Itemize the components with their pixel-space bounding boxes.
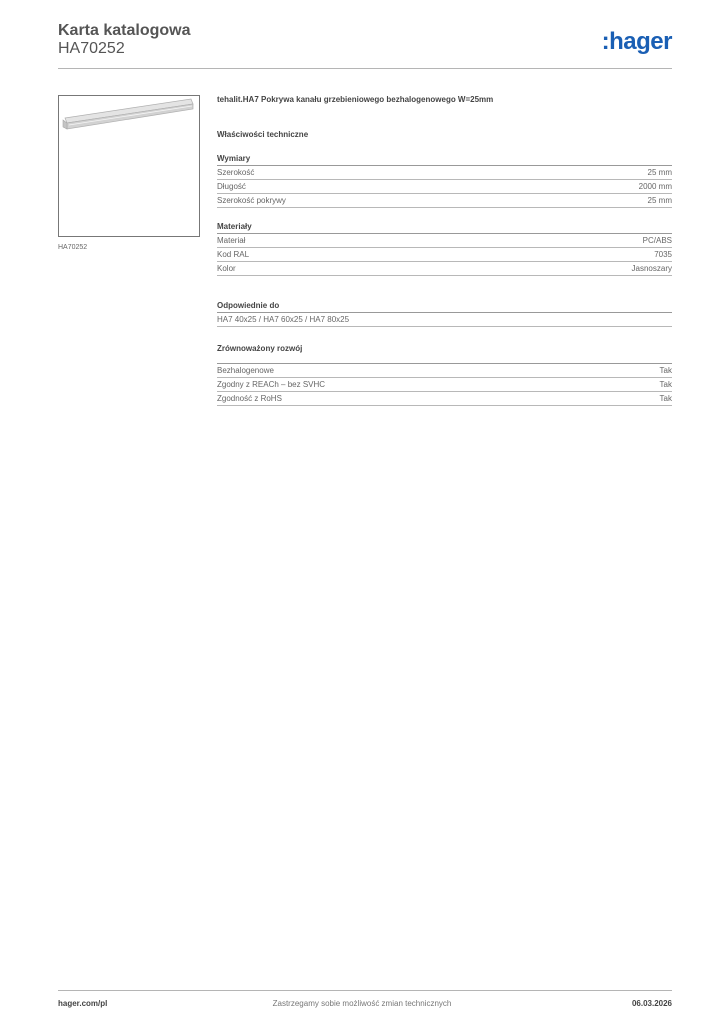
sustainability-group bbox=[217, 343, 672, 406]
row-value: 2000 mm bbox=[638, 182, 672, 191]
table-row bbox=[217, 262, 672, 276]
table-row bbox=[217, 392, 672, 406]
product-title: tehalit.HA7 Pokrywa kanału grzebieniowego bezhalogenowego W=25mm bbox=[217, 95, 494, 104]
product-code: HA70252 bbox=[58, 40, 125, 57]
dimensions-title: Wymiary bbox=[217, 153, 672, 166]
row-label: Zgodny z REACh – bez SVHC bbox=[217, 380, 326, 389]
row-label: Materiał bbox=[217, 236, 246, 245]
dimensions-group bbox=[217, 153, 672, 208]
table-row bbox=[217, 234, 672, 248]
row-label: Kod RAL bbox=[217, 250, 250, 259]
table-row bbox=[217, 313, 672, 327]
footer-disclaimer: Zastrzegamy sobie możliwość zmian technicznych bbox=[272, 999, 452, 1008]
row-label: Długość bbox=[217, 182, 246, 191]
table-row bbox=[217, 180, 672, 194]
row-value: 25 mm bbox=[647, 196, 672, 205]
suitable-for-group bbox=[217, 300, 672, 327]
row-label: Zgodność z RoHS bbox=[217, 394, 282, 403]
row-label: Kolor bbox=[217, 264, 236, 273]
footer-date: 06.03.2026 bbox=[631, 999, 672, 1008]
table-row bbox=[217, 363, 672, 378]
footer-divider bbox=[58, 990, 672, 991]
table-row bbox=[217, 194, 672, 208]
row-label: HA7 40x25 / HA7 60x25 / HA7 80x25 bbox=[217, 315, 350, 324]
table-row bbox=[217, 378, 672, 392]
row-label: Szerokość pokrywy bbox=[217, 196, 286, 205]
materials-title: Materiały bbox=[217, 221, 672, 234]
page-header bbox=[58, 20, 672, 68]
row-value: Jasnoszary bbox=[631, 264, 672, 273]
row-value: Tak bbox=[659, 394, 672, 403]
row-label: Szerokość bbox=[217, 168, 255, 177]
materials-group bbox=[217, 221, 672, 276]
row-value: Tak bbox=[659, 366, 672, 375]
product-details bbox=[217, 95, 672, 419]
suitable-for-title: Odpowiednie do bbox=[217, 300, 672, 313]
row-value: 7035 bbox=[654, 250, 672, 259]
table-row bbox=[217, 248, 672, 262]
row-value: PC/ABS bbox=[642, 236, 672, 245]
row-value: Tak bbox=[659, 380, 672, 389]
website-link[interactable]: hager.com/pl bbox=[58, 999, 108, 1008]
hager-logo[interactable]: :hager bbox=[601, 28, 672, 55]
header-divider bbox=[58, 68, 672, 69]
row-value: 25 mm bbox=[647, 168, 672, 177]
product-picture-icon bbox=[59, 96, 199, 236]
row-label: Bezhalogenowe bbox=[217, 366, 274, 375]
sustainability-title: Zrównoważony rozwój bbox=[217, 344, 303, 353]
cable-duct-cover-image bbox=[58, 95, 200, 237]
document-title: Karta katalogowa bbox=[58, 22, 191, 39]
technical-properties-title: Właściwości techniczne bbox=[217, 130, 309, 139]
table-row bbox=[217, 166, 672, 180]
image-caption: HA70252 bbox=[58, 244, 88, 251]
